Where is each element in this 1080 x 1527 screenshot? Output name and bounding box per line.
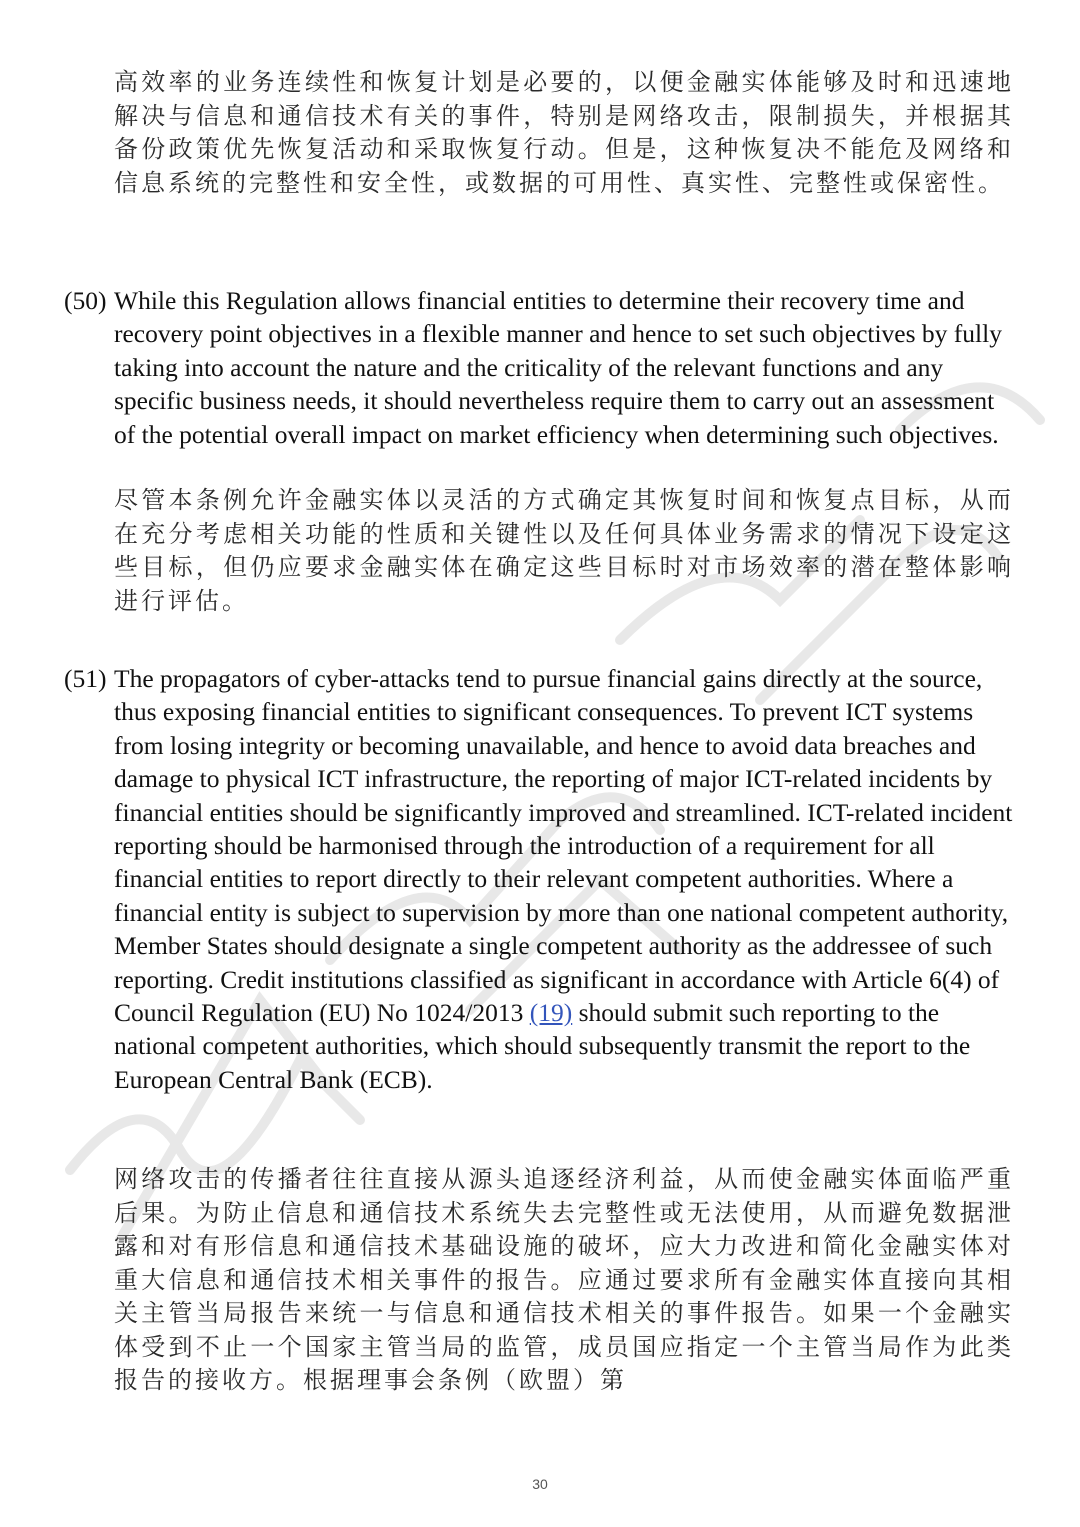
recital-51-english	[114, 662, 1019, 1096]
recital-number-51: (51)	[64, 664, 107, 693]
recital-51-text-part1: The propagators of cyber-attacks tend to pursue financial gains directly at the source, thus exposing financial entities to significant consequences. To prevent ICT systems from losing integrity or becoming unavailable, and hence to avoid data breaches and damage to physical ICT infrastructure, the reporting of major ICT-related incidents by financial entities should be significantly improved and streamlined. ICT-related incident reporting should be harmonised through the introduction of a requirement for all financial entities to report directly to their relevant competent authorities. Where a financial entity is subject to supervision by more than one national competent authority, Member States should designate a single competent authority as the addressee of such reporting. Credit institutions classified as significant in accordance with Article 6(4) of Council Regulation (EU) No 1024/2013	[114, 664, 1013, 1028]
footnote-19-link[interactable]: (19)	[529, 998, 573, 1028]
recital-50-english: While this Regulation allows financial entities to determine their recovery time and recovery point objectives in a flexible manner and hence to set such objectives by fully taking into account the nature and the criticality of the relevant functions and any specific business needs, it should nevertheless require them to carry out an assessment of the potential overall impact on market efficiency when determining such objectives.	[114, 286, 1002, 449]
recital-number-50: (50)	[64, 286, 107, 315]
intro-paragraph-zh: 高效率的业务连续性和恢复计划是必要的，以便金融实体能够及时和迅速地解决与信息和通信技术有关的事件，特别是网络攻击，限制损失，并根据其备份政策优先恢复活动和采取恢复行动。但是，这种恢复决不能危及网络和信息系统的完整性和安全性，或数据的可用性、真实性、完整性或保密性。	[114, 68, 1014, 197]
recital-51-chinese: 网络攻击的传播者往往直接从源头追逐经济利益，从而使金融实体面临严重后果。为防止信息和通信技术系统失去完整性或无法使用，从而避免数据泄露和对有形信息和通信技术基础设施的破坏，应大力改进和简化金融实体对重大信息和通信技术相关事件的报告。应通过要求所有金融实体直接向其相关主管当局报告来统一与信息和通信技术相关的事件报告。如果一个金融实体受到不止一个国家主管当局的监管，成员国应指定一个主管当局作为此类报告的接收方。根据理事会条例（欧盟）第	[114, 1165, 1014, 1394]
recital-51-text-part2: should submit such reporting to the national competent authorities, which should subsequently transmit the report to the European Central Bank (ECB).	[114, 998, 971, 1094]
recital-50-chinese: 尽管本条例允许金融实体以灵活的方式确定其恢复时间和恢复点目标，从而在充分考虑相关功能的性质和关键性以及任何具体业务需求的情况下设定这些目标，但仍应要求金融实体在确定这些目标时对市场效率的潜在整体影响进行评估。	[114, 486, 1014, 615]
page-number: 30	[532, 1476, 548, 1492]
